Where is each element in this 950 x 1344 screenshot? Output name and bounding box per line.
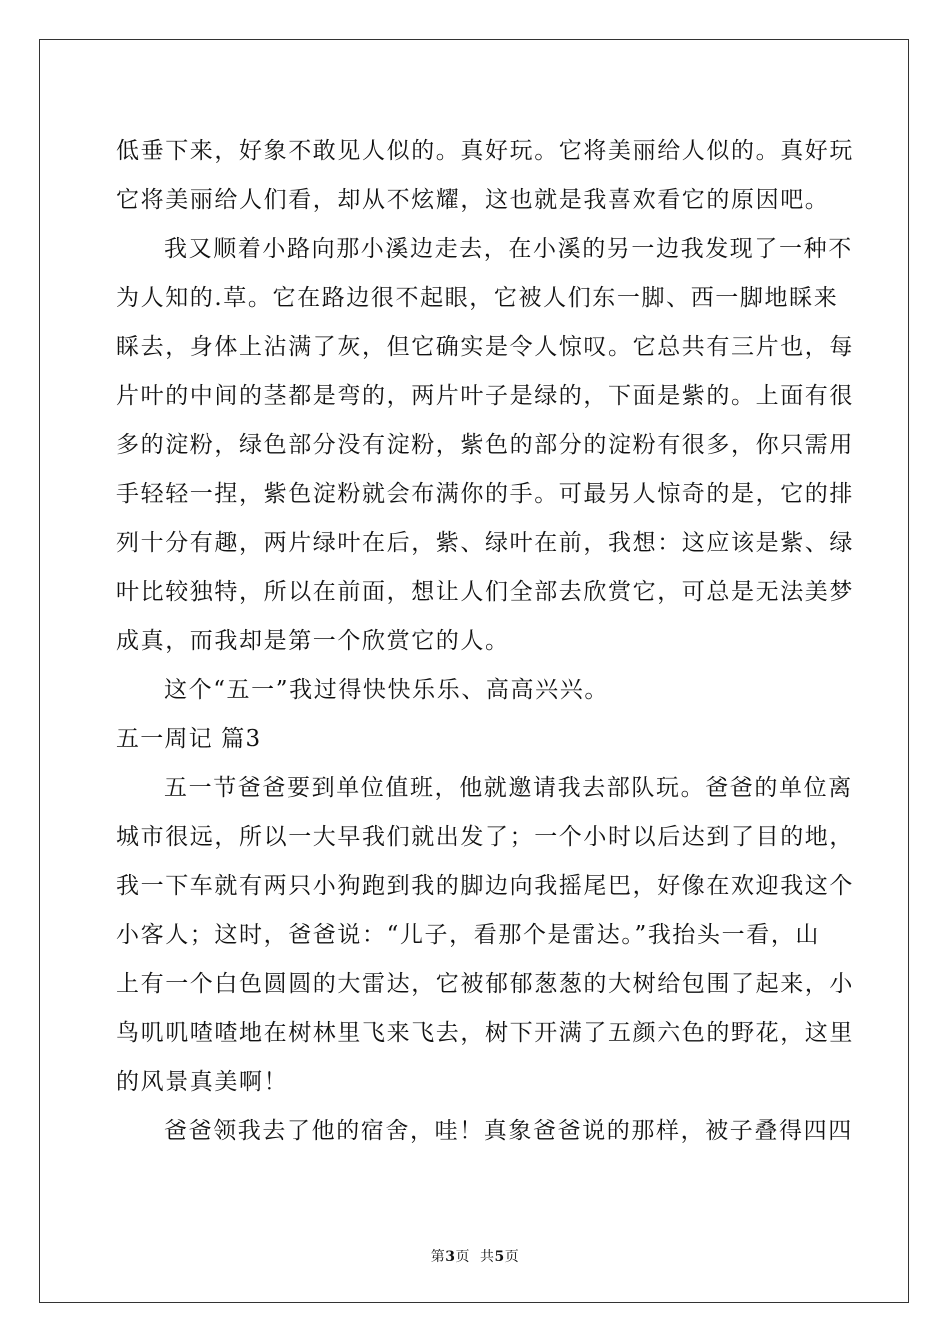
text-line: 为人知的.草。它在路边很不起眼，它被人们东一脚、西一脚地睬来 [116,285,839,311]
paragraph-first-line: 这个“五一”我过得快快乐乐、高高兴兴。 [164,677,609,703]
text-line: 低垂下来，好象不敢见人似的。真好玩。它将美丽给人似的。真好玩 [116,138,854,164]
text-line: 睬去，身体上沾满了灰，但它确实是令人惊叹。它总共有三片也，每 [116,334,854,360]
current-page-number: 3 [445,1249,456,1265]
text-line: 的风景真美啊！ [116,1069,289,1095]
text-line: 列十分有趣，两片绿叶在后，紫、绿叶在前，我想：这应该是紫、绿 [116,530,854,556]
text-line: 成真，而我却是第一个欣赏它的人。 [116,628,510,654]
text-line: 手轻轻一捏，紫色淀粉就会布满你的手。可最另人惊奇的是，它的排 [116,481,854,507]
text-line: 鸟叽叽喳喳地在树林里飞来飞去，树下开满了五颜六色的野花，这里 [116,1020,854,1046]
footer-suffix: 页 [504,1249,520,1265]
text-line: 城市很远，所以一大早我们就出发了；一个小时以后达到了目的地， [116,824,854,850]
paragraph-first-line: 爸爸领我去了他的宿舍，哇！真象爸爸说的那样，被子叠得四四 [164,1118,853,1144]
text-line: 片叶的中间的茎都是弯的，两片叶子是绿的，下面是紫的。上面有很 [116,383,854,409]
text-line: 叶比较独特，所以在前面，想让人们全部去欣赏它，可总是无法美梦 [116,579,854,605]
text-line: 小客人；这时，爸爸说：“儿子，看那个是雷达。”我抬头一看，山 [116,922,821,948]
paragraph-first-line: 我又顺着小路向那小溪边走去，在小溪的另一边我发现了一种不 [164,236,853,262]
footer-prefix: 第 [430,1249,446,1265]
text-line: 上有一个白色圆圆的大雷达，它被郁郁葱葱的大树给包围了起来，小 [116,971,854,997]
section-heading: 五一周记 篇3 [116,726,262,752]
text-line: 我一下车就有两只小狗跑到我的脚边向我摇尾巴，好像在欢迎我这个 [116,873,854,899]
paragraph-first-line: 五一节爸爸要到单位值班，他就邀请我去部队玩。爸爸的单位离 [164,775,853,801]
footer-middle: 页 共 [455,1249,495,1265]
total-pages-number: 5 [494,1249,505,1265]
text-line: 它将美丽给人们看，却从不炫耀，这也就是我喜欢看它的原因吧。 [116,187,830,213]
document-body [116,127,854,1156]
text-line: 多的淀粉，绿色部分没有淀粉，紫色的部分的淀粉有很多，你只需用 [116,432,854,458]
page-footer [0,1248,950,1266]
